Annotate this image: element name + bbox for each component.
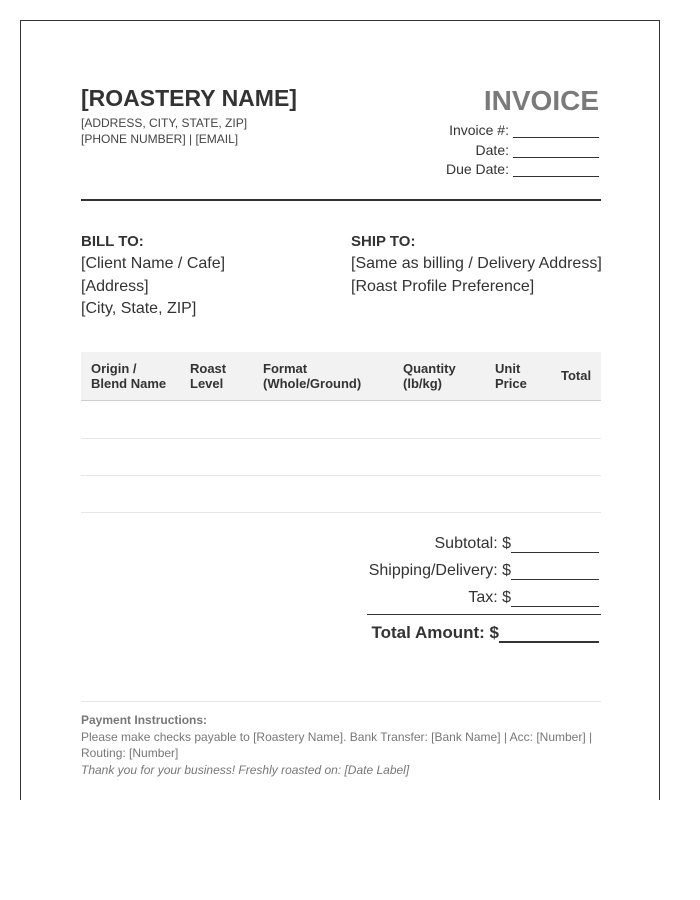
table-row[interactable] [81,438,601,439]
subtotal-label: Subtotal: $ [434,535,511,552]
items-table-header [81,352,601,401]
table-row[interactable] [81,475,601,476]
due-date-label: Due Date: [445,161,509,177]
ship-to-label: SHIP TO: [351,233,416,250]
invoice-number-label: Invoice #: [449,122,509,138]
payment-instructions-title: Payment Instructions: [81,713,208,727]
thank-you-note: Thank you for your business! Freshly roasted on: [Date Label] [81,763,410,777]
company-name: [ROASTERY NAME] [81,85,297,111]
due-date-row [446,161,599,177]
payment-instructions-text: Please make checks payable to [Roastery Name]. Bank Transfer: [Bank Name] | Acc: [Number] | Routing: [Number] [81,730,593,760]
due-date-field[interactable] [513,162,599,177]
shipping-field[interactable] [511,563,599,580]
column-header-unit-price [495,361,527,391]
total-amount-label: Total Amount: $ [371,623,499,642]
column-header-total [561,368,591,383]
invoice-page [20,20,660,800]
bill-to-line: [Client Name / Cafe] [81,255,226,272]
column-header-line: (Whole/Ground) [263,376,362,391]
ship-to-line: [Roast Profile Preference] [351,278,535,295]
bill-to-line: [City, State, ZIP] [81,300,197,317]
column-header-line: Format [263,361,308,376]
column-header-quantity [403,361,456,391]
ship-to-line: [Same as billing / Delivery Address] [351,255,602,272]
column-header-origin [91,361,166,391]
header-divider [81,199,601,201]
company-contact: [PHONE NUMBER] | [EMAIL] [81,132,239,146]
tax-label: Tax: $ [468,589,511,606]
table-row[interactable] [81,512,601,513]
invoice-number-row [449,122,599,138]
totals-divider [367,614,601,615]
column-header-line: Total [561,368,592,383]
date-label: Date: [475,142,509,158]
subtotal-row [435,535,600,553]
shipping-row [369,562,599,580]
bill-to-line: [Address] [81,278,149,295]
company-address: [ADDRESS, CITY, STATE, ZIP] [81,116,248,130]
column-header-line: Roast [190,361,227,376]
column-header-roast-level [190,361,226,391]
total-amount-row [372,623,599,643]
column-header-line: Origin / [91,361,137,376]
bill-to-label: BILL TO: [81,233,144,250]
column-header-line: (lb/kg) [403,376,442,391]
date-row [476,142,599,158]
total-amount-field[interactable] [499,623,599,643]
footer-divider [81,701,601,702]
tax-row [468,589,599,607]
tax-field[interactable] [511,590,599,607]
shipping-label: Shipping/Delivery: $ [368,562,511,579]
column-header-line: Blend Name [91,376,167,391]
invoice-number-field[interactable] [513,123,599,138]
invoice-title: INVOICE [483,85,599,116]
column-header-line: Level [190,376,224,391]
column-header-line: Unit [495,361,521,376]
date-field[interactable] [513,143,599,158]
subtotal-field[interactable] [511,536,599,553]
column-header-line: Price [495,376,527,391]
column-header-line: Quantity [403,361,456,376]
column-header-format [263,361,361,391]
